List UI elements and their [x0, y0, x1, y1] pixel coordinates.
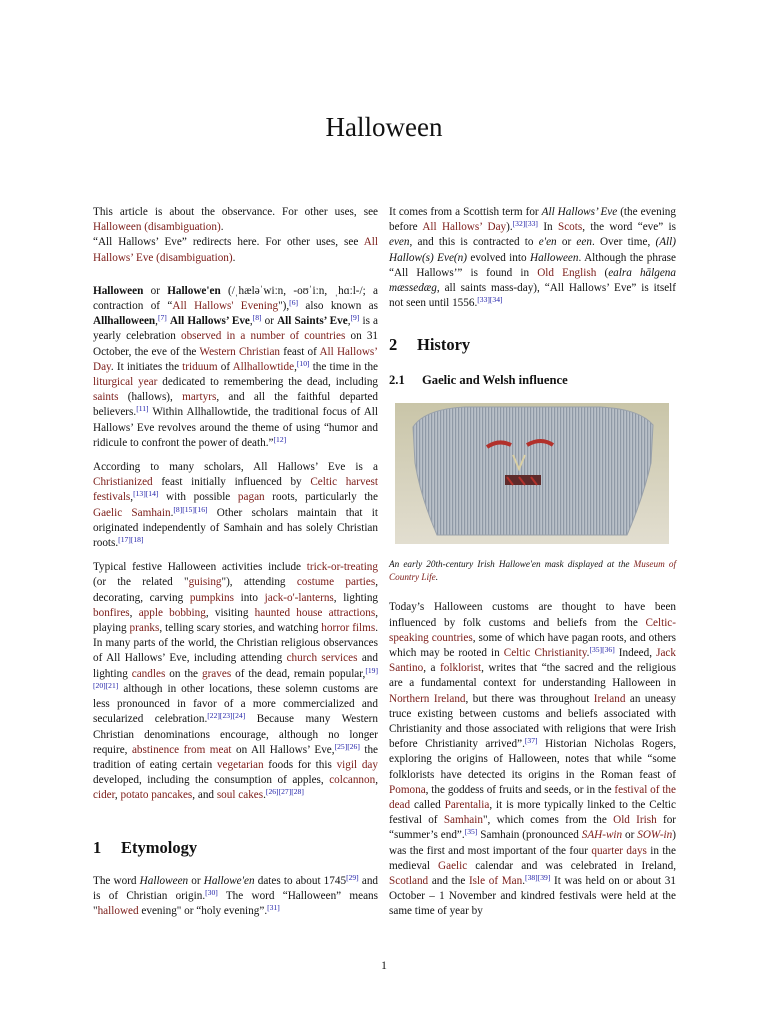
citation-sup	[346, 873, 359, 882]
hatnote-redirect: “All Hallows’ Eve” redirects here. For other uses, see All Hallows’ Eve (disambiguation).	[93, 236, 378, 264]
section-title: Etymology	[121, 837, 198, 857]
citation-sup	[477, 295, 502, 304]
text-run: Typical festive Halloween activities include	[93, 561, 307, 574]
text-run: .	[435, 572, 439, 583]
wiki-link[interactable]: candles	[131, 667, 166, 680]
text-run: also known as	[298, 300, 379, 313]
text-run: , it is more typically linked to the Celtic festival of	[389, 799, 676, 827]
text-run: According to many scholars, All Hallows’ Eve is a	[93, 461, 378, 474]
citation-link[interactable]: [35]	[464, 827, 478, 837]
citation-sup	[274, 435, 287, 444]
citation-link[interactable]: [35][36]	[589, 645, 615, 655]
bold-term: Allhalloween	[93, 315, 156, 328]
text-run: and lighting	[93, 652, 378, 680]
citation-link[interactable]: [26][27][28]	[265, 787, 304, 797]
text-run: , and all the faithful departed believers.	[93, 391, 378, 419]
text-run: , playing	[93, 606, 378, 635]
citation-sup	[205, 888, 218, 897]
wiki-link[interactable]: Old English	[537, 266, 597, 279]
wiki-link[interactable]: guising	[188, 576, 222, 589]
wiki-link[interactable]: trick-or-treating	[306, 561, 378, 574]
citation-link[interactable]: [10]	[296, 358, 310, 368]
text-run: , a	[423, 662, 441, 675]
page-title: Halloween	[325, 112, 443, 142]
wiki-link[interactable]: Christianized	[93, 476, 153, 489]
wiki-link[interactable]: costume parties	[296, 576, 376, 589]
citation-link[interactable]: [19][20][21]	[93, 665, 378, 690]
text-run: an uneasy truce existing between customs and beliefs associated with Christianity and those associated with religions that were Irish before Christianity arrived”.	[389, 692, 676, 751]
text-run: , the goddess of fruits and seeds, or in the	[425, 783, 615, 796]
text-run: Because many Western Christian denominations encourage, although no longer require,	[93, 713, 378, 756]
image-caption	[389, 558, 676, 584]
text-run: , visiting	[205, 606, 255, 619]
text-run: .	[263, 789, 266, 802]
text-run: or	[622, 829, 638, 842]
text-run: or	[143, 284, 168, 297]
text-run: for “summer’s end”.	[389, 814, 677, 842]
text-run: ,	[155, 315, 158, 328]
text-run: , lighting	[333, 591, 379, 604]
citation-sup	[173, 505, 207, 514]
wiki-link[interactable]: All Hallows’ Day	[422, 221, 507, 234]
text-run: feast initially influenced by	[152, 476, 311, 489]
citation-link[interactable]: [7]	[157, 313, 167, 323]
citation-link[interactable]: [37]	[524, 736, 538, 746]
text-run: (or the related "	[93, 576, 189, 589]
text-run: , and this is contracted to	[409, 236, 539, 249]
text-run: .	[522, 875, 526, 888]
wiki-link[interactable]: vigil day	[336, 758, 378, 771]
text-run: (/ˌhæləˈwiːn, -oʊˈiːn, ˌhɑːl-/; a contraction of “	[93, 284, 378, 313]
wiki-link[interactable]: colcannon	[329, 774, 376, 787]
wiki-link[interactable]: vegetarian	[216, 758, 264, 771]
text-run: Within Allhallowtide, the traditional focus of All Hallows’ Eve revolves around the theme of using “humor and ridicule to confront the power of death.”	[93, 406, 378, 449]
italic-text: Hallowe'en	[203, 874, 255, 887]
text-run: dedicated to remembering the dead, including	[157, 376, 379, 389]
text-run: , telling scary stories, and watching	[159, 622, 322, 635]
text-run: dates to about 1745	[254, 874, 347, 887]
subsection-heading-gaelic-welsh	[389, 372, 676, 388]
text-run: and is of Christian origin.	[93, 874, 379, 902]
wiki-link[interactable]: All Hallows’ Day	[93, 345, 378, 373]
wiki-link[interactable]: SOW-in	[637, 829, 673, 842]
section-heading-history	[389, 335, 676, 355]
right-column	[389, 205, 676, 920]
mask-photo	[395, 403, 669, 544]
text-run: ) was the first and most important of the four	[389, 829, 676, 857]
text-run: It was held on or about 31 October – 1 November and kindred festivals were held at the same time of year by	[389, 875, 676, 918]
text-run: ,	[114, 789, 121, 802]
citation-link[interactable]: [8]	[252, 313, 262, 323]
text-run: , all saints mass-day), “All Hallows’ Eve” is itself not seen until 1556.	[389, 282, 676, 310]
wiki-link[interactable]: martyrs	[182, 391, 217, 404]
section-number: 2	[389, 335, 398, 355]
wiki-link[interactable]: folklorist	[440, 662, 482, 675]
text-run: ,	[129, 606, 139, 619]
citation-sup	[335, 742, 360, 751]
wiki-link[interactable]: apple bobbing	[138, 606, 206, 619]
text-run: evolved into	[466, 251, 530, 264]
wiki-link[interactable]: graves	[201, 667, 232, 680]
citation-sup	[266, 787, 304, 796]
wiki-link[interactable]: quarter days	[591, 844, 647, 857]
citation-link[interactable]: [17][18]	[118, 535, 144, 545]
citation-sup	[118, 535, 143, 544]
citation-link[interactable]: [38][39]	[525, 873, 551, 883]
italic-text: even	[389, 236, 410, 249]
text-run: with possible	[158, 491, 238, 504]
text-run: "),	[278, 300, 290, 313]
text-run: .	[586, 647, 590, 660]
text-run: , the word “eve” is	[582, 221, 676, 234]
text-run: Historian Nicholas Rogers, exploring the origins of Halloween, notes that while “some folklorists have detected its origins in the Roman feast of	[389, 738, 676, 781]
text-run: ", which comes from the	[482, 814, 614, 827]
text-run: .	[170, 506, 174, 519]
bold-term: All Hallows’ Eve	[169, 315, 250, 328]
text-run: developed, including the consumption of apples,	[93, 774, 330, 787]
citation-link[interactable]: [31]	[267, 902, 280, 912]
wiki-link[interactable]: haunted house attractions	[254, 606, 376, 619]
text-run: and the	[428, 875, 469, 888]
wiki-link[interactable]: potato pancakes	[120, 789, 193, 802]
citation-link[interactable]: [13][14]	[133, 489, 159, 499]
text-run: or	[556, 236, 577, 249]
wiki-link[interactable]: All Hallows' Evening	[172, 300, 279, 313]
wiki-link[interactable]: Isle of Man	[468, 875, 523, 888]
citation-link[interactable]: [22][23][24]	[207, 711, 246, 721]
citation-link[interactable]: [9]	[350, 313, 360, 323]
link-halloween-disambiguation[interactable]: Halloween (disambiguation)	[93, 221, 221, 234]
intro-paragraph	[93, 284, 378, 451]
citation-link[interactable]: [33][34]	[477, 295, 503, 305]
citation-link[interactable]: [12]	[273, 434, 287, 444]
citation-sup	[513, 219, 538, 228]
origins-paragraph	[93, 460, 378, 551]
wiki-link[interactable]: jack-o'-lanterns	[264, 591, 334, 604]
text-run: feast of	[280, 345, 320, 358]
wiki-link[interactable]: Celtic Christianity	[503, 647, 587, 660]
text-run: foods for this	[263, 758, 337, 771]
italic-text: All Hallows’ Eve	[541, 206, 618, 218]
text-run: Other scholars maintain that it originated independently of Samhain and has solely Christian roots.	[93, 506, 378, 550]
citation-link[interactable]: [32][33]	[512, 219, 538, 229]
etymology-continued-paragraph	[389, 205, 676, 311]
wiki-link[interactable]: hallowed	[97, 904, 139, 917]
wiki-link[interactable]: pagan	[237, 491, 265, 504]
citation-link[interactable]: [6]	[289, 298, 299, 308]
wiki-link[interactable]: Scotland	[389, 875, 429, 888]
text-run: of the dead, remain popular,	[231, 667, 366, 680]
citation-sup	[525, 873, 550, 882]
text-run: ,	[347, 315, 351, 328]
citation-sup	[589, 645, 614, 654]
citation-link[interactable]: [8][15][16]	[173, 504, 208, 514]
hatnote-disambiguation: This article is about the observance. For other uses, see Halloween (disambiguation).	[93, 206, 378, 234]
subsection-title: Gaelic and Welsh influence	[422, 373, 568, 388]
left-column	[93, 205, 378, 919]
wiki-link[interactable]: Old Irish	[613, 814, 657, 827]
wiki-link[interactable]: church services	[286, 652, 358, 665]
citation-sup	[289, 298, 298, 307]
citation-link[interactable]: [29]	[346, 872, 359, 882]
wiki-link[interactable]: Western Christian	[199, 345, 281, 358]
text-run: or	[261, 315, 278, 328]
text-run: of	[217, 360, 233, 373]
wiki-link[interactable]: pranks	[129, 622, 160, 635]
citation-link[interactable]: [25][26]	[334, 741, 360, 751]
page-number: 1	[381, 960, 387, 972]
italic-text: e'en	[538, 236, 557, 249]
wiki-link[interactable]: soul cakes	[216, 789, 264, 802]
text-run: is a yearly celebration	[93, 315, 378, 343]
citation-sup	[465, 827, 478, 836]
citation-sup	[207, 711, 245, 720]
mask-image	[395, 403, 669, 544]
text-run: In	[537, 221, 558, 234]
text-run: although in other locations, these solemn customs are less pronounced in favor of a more commercialized and secularized celebration.	[93, 682, 378, 726]
citation-sup	[158, 313, 167, 322]
wiki-link[interactable]: Pomona	[389, 783, 426, 796]
bold-term: Halloween	[93, 284, 144, 297]
citation-link[interactable]: [30]	[205, 887, 218, 897]
text-run: roots, particularly the	[264, 491, 378, 504]
text-run: The word	[93, 874, 140, 887]
wiki-link[interactable]: Celtic harvest festivals	[93, 476, 379, 504]
etymology-paragraph	[93, 874, 378, 920]
text-run: . In many parts of the world, the Christian religious observances of All Hallows’ Eve, including attending	[93, 622, 378, 665]
text-run: (	[596, 266, 609, 279]
text-run: , decorating, carving	[93, 576, 378, 604]
text-run: . Although the phrase “All Hallows’” is found in	[389, 251, 676, 279]
citation-link[interactable]: [11]	[136, 404, 149, 414]
wiki-link[interactable]: SAH-win	[581, 829, 623, 842]
citation-sup	[297, 359, 310, 368]
bold-term: Hallowe'en	[167, 284, 221, 297]
section-heading-etymology	[93, 838, 378, 858]
text-run: the time in the	[309, 360, 379, 373]
citation-sup	[253, 313, 262, 322]
citation-sup	[267, 903, 280, 912]
subsection-number: 2.1	[389, 373, 405, 388]
italic-text: een	[576, 236, 592, 249]
wiki-link[interactable]: Samhain	[443, 814, 483, 827]
text-run: "), attending	[221, 576, 297, 589]
wiki-link[interactable]: saints	[93, 391, 119, 404]
text-run: ,	[249, 315, 253, 328]
citation-sup	[525, 736, 538, 745]
text-run: into	[233, 591, 265, 604]
italic-text: Halloween	[139, 874, 189, 887]
text-run: in the medieval	[389, 844, 676, 872]
wiki-link[interactable]: horror films	[321, 622, 376, 635]
text-run: ).	[506, 221, 513, 234]
text-run: on 31 October, the eve of the	[93, 330, 378, 358]
text-run: , writes that “the sacred and the religious are a fundamental context for understanding Halloween in	[389, 662, 676, 690]
section-number: 1	[93, 837, 102, 857]
wiki-link[interactable]: festival of the dead	[389, 783, 676, 812]
citation-sup	[136, 404, 148, 413]
text-run: ,	[294, 360, 297, 373]
text-run: , but there was throughout	[465, 692, 594, 705]
text-run: ,	[375, 774, 378, 787]
text-run: evening" or “holy evening”.	[138, 904, 268, 917]
text-run: Today’s Halloween customs are thought to have been influenced by folk customs and beliefs from the	[389, 601, 676, 629]
text-run: It comes from a Scottish term for	[389, 206, 542, 218]
text-run: the tradition of eating certain	[93, 743, 379, 771]
activities-paragraph	[93, 560, 378, 803]
wiki-link[interactable]: Scots	[557, 221, 583, 234]
wiki-link[interactable]: Allhallowtide	[232, 360, 295, 373]
text-run: ,	[130, 491, 134, 504]
text-run: (hallows),	[118, 391, 183, 404]
wiki-link[interactable]: Parentalia	[444, 799, 490, 812]
wiki-link[interactable]: Northern Ireland	[389, 692, 466, 705]
text-run: or	[188, 874, 204, 887]
bold-term: All Saints’ Eve	[277, 315, 348, 328]
text-run: Samhain (pronounced	[477, 829, 582, 842]
text-run: called	[410, 799, 445, 812]
wiki-link[interactable]: bonfires	[93, 606, 130, 619]
wiki-link[interactable]: abstinence from meat	[131, 743, 232, 756]
wiki-link[interactable]: Gaelic	[438, 859, 468, 872]
citation-sup	[133, 489, 158, 498]
wiki-link[interactable]: Gaelic Samhain	[93, 506, 171, 519]
wiki-link[interactable]: Ireland	[593, 692, 626, 705]
text-run: (the evening before	[389, 206, 676, 234]
wiki-link[interactable]: triduum	[182, 360, 218, 373]
text-run: An early 20th-century Irish Hallowe'en mask displayed at the	[389, 559, 634, 570]
text-run: , some of which have pagan roots, and others which may be rooted in	[389, 631, 676, 660]
wiki-link[interactable]: Jack Santino	[389, 647, 676, 675]
wiki-link[interactable]: Celtic-speaking countries	[389, 616, 676, 644]
text-run: on All Hallows’ Eve,	[231, 743, 335, 756]
text-run: , and	[192, 789, 217, 802]
wiki-link[interactable]: Museum of Country Life	[389, 559, 676, 583]
italic-text: Halloween	[530, 251, 579, 264]
text-run: Indeed,	[614, 647, 657, 660]
section-title: History	[417, 335, 471, 355]
italic-text: ealra hālgena mæssedæg	[389, 266, 676, 295]
text-run: on the	[165, 667, 202, 680]
text-run: The word “Halloween” means "	[93, 889, 378, 917]
text-run: . It initiates the	[110, 360, 183, 373]
wiki-link[interactable]: liturgical year	[93, 376, 158, 389]
wiki-link[interactable]: cider	[93, 789, 115, 802]
wiki-link[interactable]: observed in a number of countries	[180, 330, 346, 343]
history-paragraph	[389, 600, 676, 919]
text-run: calendar and was celebrated in Ireland,	[467, 859, 676, 872]
link-all-hallows-eve-disambiguation[interactable]: All Hallows’ Eve (disambiguation)	[93, 236, 378, 264]
italic-text: (All) Hallow(s) Eve(n)	[389, 236, 676, 264]
text-run: . Over time,	[591, 236, 656, 249]
wiki-link[interactable]: pumpkins	[189, 591, 234, 604]
